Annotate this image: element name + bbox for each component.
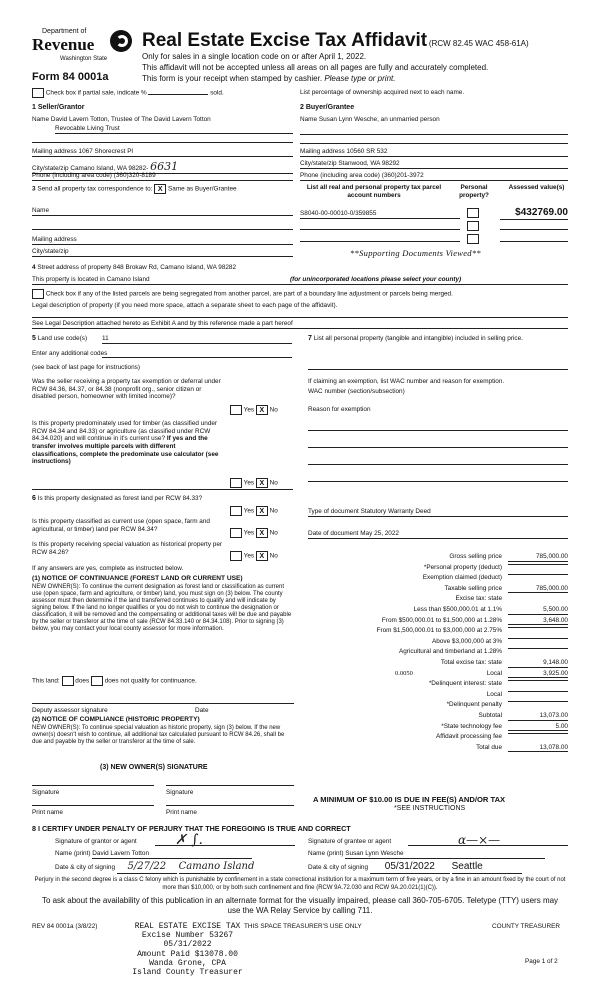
- calc-value: 785,000.00: [508, 553, 568, 562]
- parcel-blank-1: [300, 224, 460, 230]
- form-number: Form 84 0001a: [32, 71, 109, 83]
- calc-label: Affidavit processing fee: [436, 733, 502, 741]
- calc-value: 785,000.00: [508, 585, 568, 594]
- col-personal: Personal property?: [459, 184, 489, 199]
- location-line: This property is located in Camano Island (for unincorporated locations please select your county): [32, 276, 568, 285]
- logo-state: Washington State: [60, 56, 108, 62]
- q-exemption-yes[interactable]: [230, 405, 242, 415]
- exemption-reason: Reason for exemption: [308, 406, 371, 413]
- revenue-logo: [30, 28, 135, 72]
- q-exemption-no[interactable]: X: [256, 405, 268, 415]
- seller-mail: Mailing address 1067 Shorecrest Pl: [32, 148, 293, 157]
- calc-value: [508, 638, 568, 639]
- sec3-city: City/state/zip: [32, 248, 293, 257]
- q-current-use-no[interactable]: X: [256, 528, 268, 538]
- reason-blank-4: [308, 476, 568, 482]
- grantee-print: Name (print) Susan Lynn Wesche: [308, 850, 545, 859]
- calc-value: 13,073.00: [508, 712, 568, 721]
- subtitle-3: This form is your receipt when stamped by cashier. Please type or print.: [142, 74, 396, 83]
- list-percentage: List percentage of ownership acquired next to each name.: [300, 89, 465, 96]
- calc-label: From $500,000.01 to $1,500,000 at 1.28%: [381, 616, 502, 624]
- page-number: Page 1 of 2: [525, 958, 558, 965]
- does-not-checkbox[interactable]: [91, 676, 103, 686]
- calc-row: [300, 712, 568, 723]
- calc-row: [300, 595, 568, 606]
- document-type: Type of document Statutory Warranty Deed: [308, 508, 568, 517]
- q-exemption: Was the seller receiving a property tax exemption or deferral under RCW 84.36, 84.37, or 84.38 (nonprofit org., senior citizen or disabled person, homeowner with limited income)?: [32, 378, 221, 401]
- stamp-line: Wanda Grone, CPA: [149, 958, 226, 968]
- stamp-line: 05/31/2022: [163, 940, 212, 950]
- seller-heading: 1 Seller/Grantor: [32, 104, 85, 111]
- calc-row: [300, 606, 568, 617]
- claim-exemption: If claiming an exemption, list WAC number and reason for exemption.: [308, 378, 505, 385]
- q-exemption-answer: Yes X No: [230, 405, 278, 415]
- assessed-value: $432769.00: [500, 207, 568, 220]
- stamp-line: Island County Treasurer: [132, 967, 243, 977]
- deputy-signature: Deputy assessor signature: [32, 707, 108, 714]
- calc-row: [300, 691, 568, 702]
- parcel-number: S8040-00-00010-0/359855: [300, 210, 460, 219]
- calc-value: 5.00: [508, 723, 568, 732]
- minimum-due: A MINIMUM OF $10.00 IS DUE IN FEE(S) AND/OR TAX: [313, 795, 506, 804]
- owner-print-line-1: [32, 800, 154, 806]
- calc-row: [300, 744, 568, 755]
- parcel-blank-2: [300, 236, 460, 242]
- stamp-line: Excise Number 53267: [141, 931, 234, 941]
- calc-row: [300, 733, 568, 744]
- logo-swirl-icon: [110, 30, 132, 52]
- perjury-notice: Perjury in the second degree is a class C felony which is punishable by confinement in a state correctional institution for a maximum term of five years, or by a fine in an amount fixed by the court of not more than $10,000, or by both such confinement and fine (RCW 9A.72.030 and RCW 9A.20.021(1)(C)).: [34, 877, 566, 891]
- local-rate: 0.0050: [395, 669, 413, 677]
- additional-codes: Enter any additional codes: [32, 350, 293, 358]
- buyer-blank-2: [300, 138, 568, 144]
- county-treasurer: COUNTY TREASURER: [492, 923, 560, 930]
- owner-sig-1: Signature: [32, 789, 60, 796]
- notice-compliance-text: NEW OWNER(S): To continue special valuation as historic property, sign (3) below. If the new owner(s) doesn't wish to continue, all additional tax calculated pursuant to RCW 84.26, shall be due and payable by the seller or transferor at the time of sale.: [32, 725, 285, 746]
- this-land: This land: does does not qualify for continuance.: [32, 677, 197, 685]
- grantor-date-city: Date & city of signing 5/27/22 Camano Island: [55, 861, 255, 872]
- calc-label: Local: [486, 669, 502, 677]
- personal-checkbox-3[interactable]: [467, 234, 479, 244]
- calc-value: 9,148.00: [508, 659, 568, 668]
- land-use: 5 Land use code(s) 11: [32, 335, 293, 343]
- col-assessed: Assessed value(s): [508, 184, 565, 191]
- calc-label: Total excise tax: state: [440, 658, 502, 666]
- grantor-signature: Signature of grantor or agent ✗ ∫.: [55, 838, 295, 846]
- see-back: (see back of last page for instructions): [32, 364, 140, 371]
- reason-blank-2: [308, 442, 568, 448]
- legal-blank: [32, 312, 568, 318]
- q-timber-answer: Yes X No: [230, 478, 278, 488]
- calc-label: *Delinquent interest: state: [428, 680, 502, 688]
- partial-sale-checkbox[interactable]: [32, 88, 44, 98]
- seller-blank: [32, 137, 293, 143]
- grantor-print: Name (print) David Lavern Totton: [55, 850, 252, 859]
- calc-row: [300, 585, 568, 596]
- q-timber-yes[interactable]: [230, 478, 242, 488]
- calc-label: *Delinquent penalty: [446, 701, 502, 709]
- wac-number: WAC number (section/subsection): [308, 388, 405, 395]
- sec3-blank: [32, 224, 293, 230]
- seller-city: City/state/zip Camano Island, WA 98282- 6631: [32, 160, 293, 174]
- calc-row: [300, 659, 568, 670]
- q-current-use: Is this property classified as current use (open space, farm and agricultural, or timber) land per RCW 84.34?: [32, 518, 210, 533]
- deputy-date: Date: [195, 707, 209, 714]
- certify-title: 8 I CERTIFY UNDER PENALTY OF PERJURY THAT THE FOREGOING IS TRUE AND CORRECT: [32, 824, 351, 833]
- calc-value: [508, 627, 568, 628]
- calc-label: From $1,500,000.01 to $3,000,000 at 2.75%: [376, 627, 502, 635]
- calc-row: [300, 648, 568, 659]
- q-forest-no[interactable]: X: [256, 506, 268, 516]
- alt-format-notice: To ask about the availability of this publication in an alternate format for the visually impaired, please call 360-705-6705. Teletype (TTY) users may use the WA Relay Service by calling 711.: [41, 896, 559, 916]
- calc-label: *State technology fee: [441, 722, 502, 730]
- q-current-use-answer: Yes X No: [230, 528, 278, 538]
- treasurer-use: THIS SPACE TREASURER'S USE ONLY: [244, 923, 362, 930]
- sec3-correspondence: 3 Send all property tax correspondence to: X Same as Buyer/Grantee: [32, 185, 237, 193]
- q-historic-answer: Yes X No: [230, 551, 278, 561]
- seller-phone: Phone (including area code) (360)320-8189: [32, 172, 293, 181]
- q-historic: Is this property receiving special valuation as historical property per RCW 84.26?: [32, 541, 223, 556]
- buyer-heading: 2 Buyer/Grantee: [300, 104, 355, 111]
- seller-name-2: Revocable Living Trust: [55, 125, 293, 134]
- q-forest-answer: Yes X No: [230, 506, 278, 516]
- sec3-name: Name: [32, 207, 293, 216]
- new-owner-sig-title: (3) NEW OWNER(S) SIGNATURE: [100, 764, 208, 771]
- calc-value: 3,648.00: [508, 617, 568, 626]
- owner-sig-line-2: [166, 780, 294, 786]
- owner-sig-2: Signature: [166, 789, 194, 796]
- calc-value: [508, 680, 568, 681]
- calc-label: Local: [486, 690, 502, 698]
- reason-blank-3: [308, 459, 568, 465]
- supporting-docs-stamp: **Supporting Documents Viewed**: [350, 248, 481, 258]
- segregated: Check box if any of the listed parcels are being segregated from another parcel, are part of a boundary line adjustment or parcels being merged.: [32, 289, 453, 299]
- calc-row: [300, 617, 568, 628]
- rev-number: REV 84 0001a (3/8/22): [32, 923, 98, 930]
- calc-value: [508, 574, 568, 575]
- calc-label: Excise tax: state: [455, 595, 502, 603]
- q-timber: Is this property predominately used for timber (as classified under RCW 84.34 and 84.33) or agriculture (as classified under RCW 84.34.020) and will continue in it's current use? If yes and the transfer involves multiple parcels with different classifications, complete the predominate use calculator (see instructions): [32, 420, 219, 466]
- personal-checkbox-2[interactable]: [467, 221, 479, 231]
- reason-blank-1: [308, 425, 568, 431]
- notice-continuance-text: NEW OWNER(S): To continue the current designation as forest land or classification as current use (open space, farm and agriculture, or timber) land, you must sign on (3) below. The county assessor must then determine if the land transferred continues to qualify and will indicate by signing below. If the land no longer qualifies or you do not wish to continue the designation or classification, it will be removed and the compensating or additional taxes will be due and payable by the seller or transferor at the time of sale (RCW 84.33.140 or 84.34.108). Prior to signing (3) below, you may contact your local county assessor for more information.: [32, 584, 292, 633]
- calc-label: Total due: [476, 743, 502, 751]
- calc-label: *Personal property (deduct): [423, 563, 502, 571]
- owner-sig-line-1: [32, 780, 154, 786]
- calc-row: [300, 701, 568, 712]
- calc-value: 13,078.00: [508, 744, 568, 753]
- legal-desc-label: Legal description of property (if you need more space, attach a separate sheet to each page of the affidavit).: [32, 302, 338, 309]
- buyer-name: Name Susan Lynn Wesche, an unmarried person: [300, 116, 440, 123]
- assessed-blank-2: [500, 236, 568, 242]
- buyer-mail: Mailing address 10560 SR 532: [300, 148, 568, 157]
- calc-row: [300, 670, 568, 681]
- calc-row: [300, 627, 568, 638]
- form-title: Real Estate Excise Tax Affidavit (RCW 82.45 WAC 458-61A): [142, 30, 529, 51]
- calc-label: Subtotal: [478, 711, 502, 719]
- personal-property: 7 List all personal property (tangible and intangible) included in selling price.: [308, 335, 523, 342]
- grantee-date-city: Date & city of signing 05/31/2022 Seattle: [308, 861, 522, 874]
- does-checkbox[interactable]: [62, 676, 74, 686]
- calc-row: [300, 553, 568, 564]
- legal-desc-text: See Legal Description attached hereto as Exhibit A and by this reference made a part hereof: [32, 320, 568, 329]
- buyer-city: City/state/zip Stanwood, WA 98292: [300, 160, 568, 169]
- same-as-buyer-checkbox[interactable]: X: [154, 184, 166, 194]
- partial-sale: Check box if partial sale, indicate % sold.: [32, 88, 224, 98]
- calc-value: [508, 691, 568, 692]
- q-forest: 6 Is this property designated as forest land per RCW 84.33?: [32, 495, 203, 502]
- logo-dept: Department of: [42, 28, 87, 35]
- q-timber-no[interactable]: X: [256, 478, 268, 488]
- col-parcels: List all real and personal property tax parcel account numbers: [306, 184, 442, 199]
- calc-label: Agricultural and timberland at 1.28%: [398, 648, 502, 656]
- deputy-sig-line: [32, 698, 294, 704]
- calc-row: [300, 680, 568, 691]
- calc-row: [300, 564, 568, 575]
- q-historic-yes[interactable]: [230, 551, 242, 561]
- if-any-yes: If any answers are yes, complete as instructed below.: [32, 565, 184, 572]
- assessed-blank-1: [500, 224, 568, 230]
- owner-print-1: Print name: [32, 809, 63, 816]
- sec3-mail: Mailing address: [32, 236, 293, 245]
- subtitle-1: Only for sales in a single location code on or after April 1, 2022.: [142, 52, 367, 61]
- calc-row: [300, 723, 568, 734]
- stamp-line: Amount Paid $13078.00: [137, 949, 238, 959]
- notice-continuance-title: (1) NOTICE OF CONTINUANCE (FOREST LAND OR CURRENT USE): [32, 575, 243, 582]
- calc-value: 3,925.00: [508, 670, 568, 679]
- tax-calculation: [300, 553, 568, 754]
- calc-label: Above $3,000,000 at 3%: [432, 637, 502, 645]
- buyer-phone: Phone (including area code) (360)201-3972: [300, 172, 568, 181]
- q-current-use-yes[interactable]: [230, 528, 242, 538]
- calc-label: Gross selling price: [449, 553, 502, 560]
- treasurer-stamp: [130, 922, 245, 977]
- personal-checkbox-1[interactable]: [467, 208, 479, 218]
- stamp-line: REAL ESTATE EXCISE TAX: [134, 922, 241, 931]
- calc-value: 5,500.00: [508, 606, 568, 615]
- sec5-divider: [32, 489, 293, 490]
- segregated-checkbox[interactable]: [32, 289, 44, 299]
- q-historic-no[interactable]: X: [256, 551, 268, 561]
- calc-value: [508, 648, 568, 649]
- subtitle-2: This affidavit will not be accepted unless all areas on all pages are fully and accurately completed.: [142, 63, 489, 72]
- street-address: 4 Street address of property 848 Brokaw Rd, Camano Island, WA 98282: [32, 264, 237, 271]
- calc-label: Less than $500,000.01 at 1.1%: [413, 605, 502, 613]
- owner-print-line-2: [166, 800, 294, 806]
- calc-label: Taxable selling price: [444, 584, 502, 592]
- document-date: Date of document May 25, 2022: [308, 530, 568, 539]
- buyer-blank: [300, 129, 568, 135]
- see-instructions: *SEE INSTRUCTIONS: [394, 805, 466, 812]
- calc-value: [508, 701, 568, 702]
- calc-row: [300, 574, 568, 585]
- sec7-blank: [308, 364, 568, 370]
- notice-compliance-title: (2) NOTICE OF COMPLIANCE (HISTORIC PROPERTY): [32, 716, 200, 723]
- seller-name: Name David Lavern Totton, Trustee of The David Lavern Totton: [32, 116, 211, 123]
- calc-value: [508, 733, 568, 734]
- logo-revenue: Revenue: [32, 35, 95, 54]
- grantee-signature: Signature of grantee or agent ɑ—⨯—: [308, 838, 568, 846]
- calc-value: [508, 564, 568, 565]
- calc-row: [300, 638, 568, 649]
- q-forest-yes[interactable]: [230, 506, 242, 516]
- calc-label: Exemption claimed (deduct): [422, 574, 502, 582]
- owner-print-2: Print name: [166, 809, 197, 816]
